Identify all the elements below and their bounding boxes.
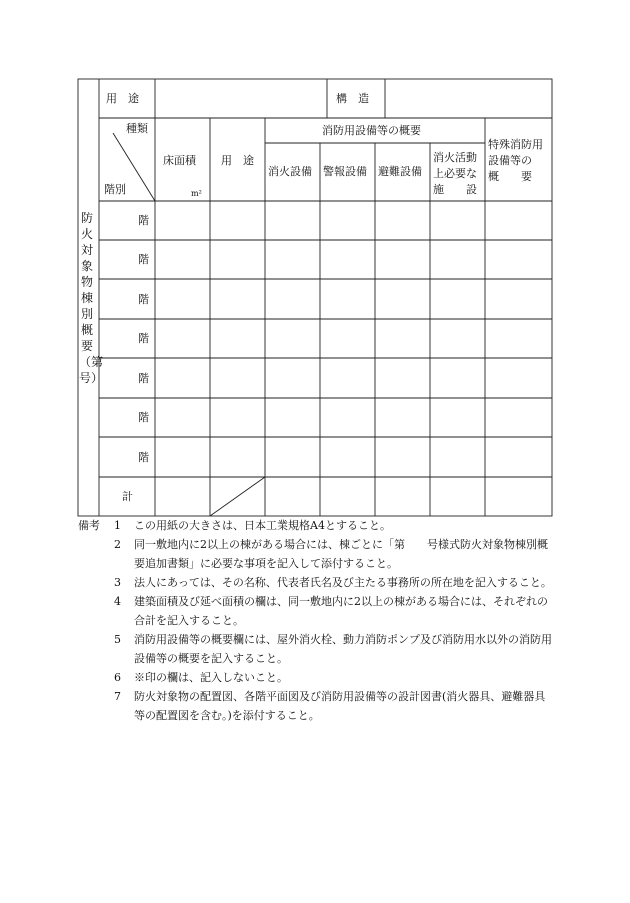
note-item: 3 法人にあっては、その名称、代表者氏名及び主たる事務所の所在地を記入すること。 (114, 576, 552, 589)
notes-section (78, 516, 556, 725)
vertical-title: 防火対象物棟別概要（第 号） (79, 211, 128, 385)
note-item: 1 この用紙の大きさは、日本工業規格A4とすること。 (114, 519, 391, 532)
floor-row-label: 階 (138, 214, 149, 227)
floor-row-label: 階 (138, 411, 149, 424)
katsudou-line-1: 消火活動 (433, 151, 477, 164)
katsudou-line-3: 施 設 (433, 183, 477, 196)
note-item: 7 防火対象物の配置図、各階平面図及び消防用設備等の設計図書(消火器具、避難器具等の配置図を含む。)を添付すること。 (114, 690, 546, 722)
total-row-label: 計 (122, 490, 133, 503)
shurui-label: 種類 (126, 122, 148, 135)
kaibetsu-label: 階別 (104, 183, 126, 196)
youto-value-field[interactable] (156, 80, 326, 117)
kouzou-value-field[interactable] (386, 80, 551, 117)
shobo-group-label: 消防用設備等の概要 (322, 124, 421, 137)
floor-row-label: 階 (138, 451, 149, 464)
katsudou-line-2: 上必要な (433, 167, 477, 180)
note-item: 6 ※印の欄は、記入しないこと。 (114, 671, 288, 684)
kouzou-label: 構 造 (336, 92, 369, 105)
shoka-label: 消火設備 (268, 165, 312, 178)
notes-title: 備考 (78, 519, 100, 532)
note-item: 5 消防用設備等の概要欄には、屋外消火栓、動力消防ポンプ及び消防用水以外の消防用設備等の概要を記入すること。 (114, 633, 552, 665)
tokushu-line-2: 設備等の (488, 154, 532, 167)
note-item: 4 建築面積及び延べ面積の欄は、同一敷地内に2以上の棟がある場合には、それぞれの合計を記入すること。 (114, 595, 548, 627)
floor-row-label: 階 (138, 253, 149, 266)
tokushu-line-3: 概 要 (488, 170, 532, 183)
keiho-label: 警報設備 (323, 165, 367, 178)
tokushu-line-1: 特殊消防用 (488, 138, 543, 151)
floor-row-label: 階 (138, 293, 149, 306)
yukamenseki-label: 床面積 (163, 154, 196, 167)
youto-column-label: 用 途 (221, 154, 254, 167)
hinan-label: 避難設備 (378, 165, 422, 178)
floor-row-label: 階 (138, 372, 149, 385)
floor-row-label: 階 (138, 332, 149, 345)
note-item: 2 同一敷地内に2以上の棟がある場合には、棟ごとに「第 号様式防火対象物棟別概要追加書類」に必要な事項を記入して添付すること。 (114, 538, 548, 570)
yukamenseki-unit: m² (191, 189, 202, 198)
youto-label: 用 途 (106, 92, 139, 105)
